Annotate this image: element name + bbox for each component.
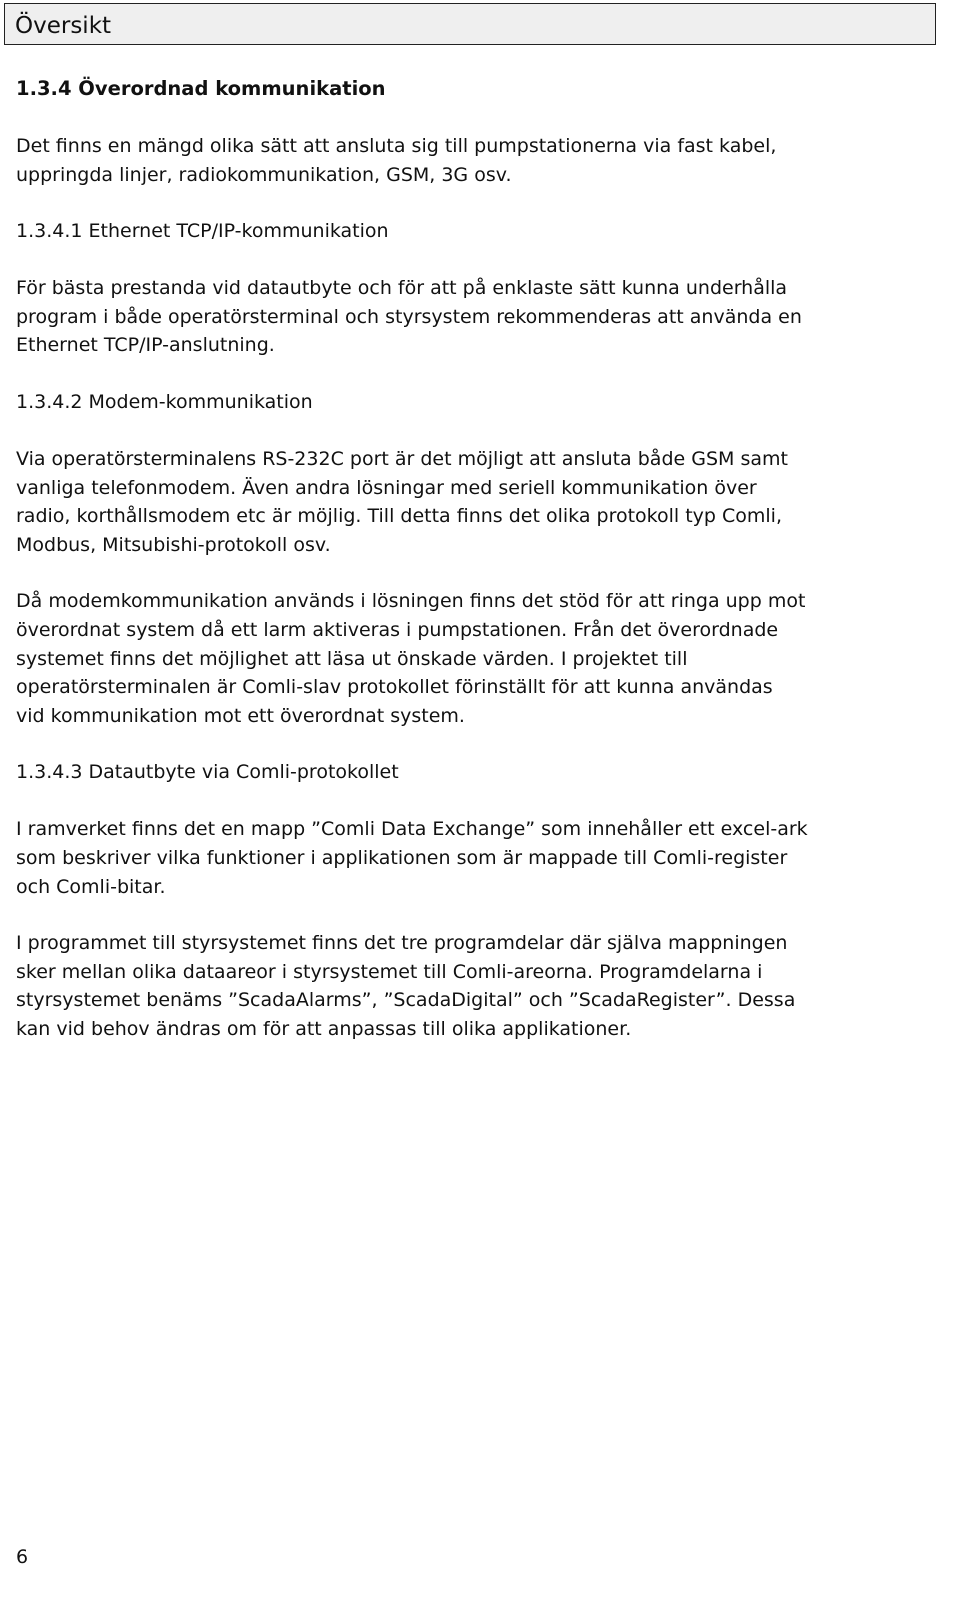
text-line: I programmet till styrsystemet finns det tre programdelar där själva mappningen [16,932,788,955]
intro-paragraph [16,132,936,189]
page-header [4,3,936,45]
text-line: operatörsterminalen är Comli-slav protokollet förinställt för att kunna användas [16,676,773,699]
text-line: Det finns en mängd olika sätt att ansluta sig till pumpstationerna via fast kabel, [16,135,777,157]
document-body [16,74,936,1071]
text-line: Då modemkommunikation används i lösningen finns det stöd för att ringa upp mot [16,590,806,613]
modem-paragraph-2 [16,587,936,730]
header-title: Översikt [15,13,112,39]
subsection-heading-comli: 1.3.4.3 Datautbyte via Comli-protokollet [16,761,399,784]
comli-paragraph-1 [16,815,936,901]
text-line: kan vid behov ändras om för att anpassas till olika applikationer. [16,1017,632,1040]
text-line: styrsystemet benäms ”ScadaAlarms”, ”ScadaDigital” och ”ScadaRegister”. Dessa [16,989,796,1012]
section-heading: 1.3.4 Överordnad kommunikation [16,77,386,100]
text-line: som beskriver vilka funktioner i applikationen som är mappade till Comli-register [16,846,788,869]
comli-paragraph-2 [16,929,936,1043]
text-line: I ramverket finns det en mapp ”Comli Data Exchange” som innehåller ett excel-ark [16,818,808,841]
text-line: överordnat system då ett larm aktiveras i pumpstationen. Från det överordnade [16,618,779,641]
text-line: Ethernet TCP/IP-anslutning. [16,334,275,357]
text-line: Via operatörsterminalens RS-232C port är det möjligt att ansluta både GSM samt [16,447,788,470]
text-line: För bästa prestanda vid datautbyte och för att på enklaste sätt kunna underhålla [16,277,788,300]
text-line: radio, korthållsmodem etc är möjlig. Till detta finns det olika protokoll typ Comli, [16,505,782,528]
page-number: 6 [16,1546,29,1568]
text-line: Modbus, Mitsubishi-protokoll osv. [16,533,331,556]
text-line: och Comli-bitar. [16,875,166,898]
modem-paragraph-1 [16,445,936,559]
text-line: systemet finns det möjlighet att läsa ut önskade värden. I projektet till [16,647,688,670]
subsection-heading-ethernet: 1.3.4.1 Ethernet TCP/IP-kommunikation [16,220,389,243]
text-line: sker mellan olika dataareor i styrsystemet till Comli-areorna. Programdelarna i [16,960,763,983]
text-line: vanliga telefonmodem. Även andra lösningar med seriell kommunikation över [16,476,757,499]
text-line: uppringda linjer, radiokommunikation, GSM, 3G osv. [16,163,512,186]
ethernet-paragraph [16,274,936,360]
text-line: program i både operatörsterminal och styrsystem rekommenderas att använda en [16,305,802,328]
text-line: vid kommunikation mot ett överordnat system. [16,704,465,727]
subsection-heading-modem: 1.3.4.2 Modem-kommunikation [16,390,313,413]
